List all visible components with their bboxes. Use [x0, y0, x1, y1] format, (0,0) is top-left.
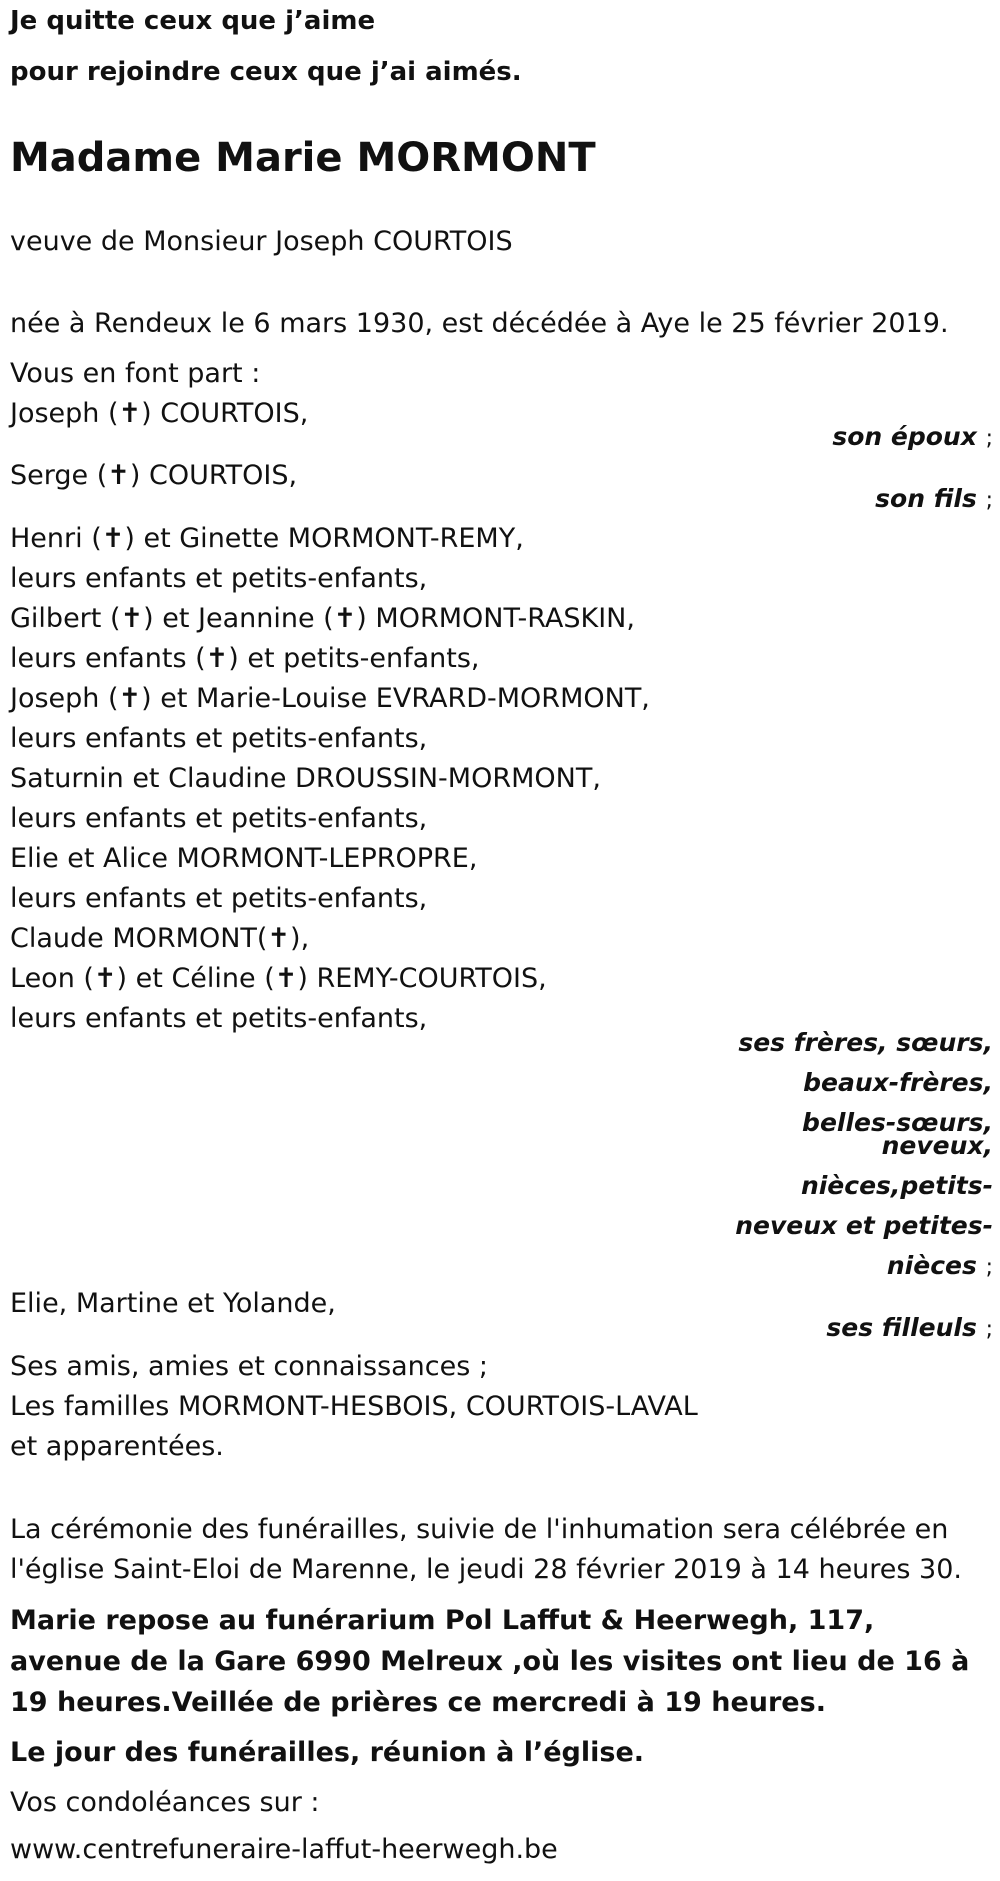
family-line: Serge (✝) COURTOIS, [10, 460, 298, 491]
relation-godchildren-label: ses filleuls [826, 1313, 977, 1342]
separator: ; [985, 1317, 993, 1342]
family-line: Joseph (✝) COURTOIS, [10, 398, 309, 429]
relation-siblings-end [887, 1251, 993, 1281]
relation-siblings: neveux, [881, 1131, 993, 1160]
quote-line-1: Je quitte ceux que j’aime [10, 6, 376, 36]
relation-son [875, 484, 993, 514]
family-line: Gilbert (✝) et Jeannine (✝) MORMONT-RASKIN, [10, 603, 635, 634]
relation-siblings: ses frères, sœurs, [738, 1028, 993, 1057]
family-line: et apparentées. [10, 1431, 224, 1462]
family-line: Ses amis, amies et connaissances ; [10, 1351, 488, 1382]
separator: ; [985, 426, 993, 451]
separator: ; [985, 1255, 993, 1280]
family-line: Claude MORMONT(✝), [10, 923, 310, 954]
family-line: Joseph (✝) et Marie-Louise EVRARD-MORMONT, [10, 683, 650, 714]
relation-spouse [832, 422, 993, 452]
relation-siblings: belles-sœurs, [802, 1108, 993, 1137]
website-link[interactable]: www.centrefuneraire-laffut-heerwegh.be [10, 1834, 558, 1865]
relation-siblings: beaux-frères, [803, 1068, 993, 1097]
family-line: leurs enfants et petits-enfants, [10, 723, 428, 754]
family-line: leurs enfants et petits-enfants, [10, 803, 428, 834]
family-line: Saturnin et Claudine DROUSSIN-MORMONT, [10, 763, 601, 794]
family-line: Henri (✝) et Ginette MORMONT-REMY, [10, 523, 524, 554]
birth-death: née à Rendeux le 6 mars 1930, est décédée à Aye le 25 février 2019. [10, 308, 949, 339]
family-line: leurs enfants (✝) et petits-enfants, [10, 643, 480, 674]
widow-of: veuve de Monsieur Joseph COURTOIS [10, 226, 513, 257]
meeting-text: Le jour des funérailles, réunion à l’église. [10, 1737, 645, 1768]
family-line: Leon (✝) et Céline (✝) REMY-COURTOIS, [10, 963, 547, 994]
separator: ; [985, 488, 993, 513]
condolences-label: Vos condoléances sur : [10, 1787, 320, 1818]
family-line: Elie, Martine et Yolande, [10, 1288, 336, 1319]
relation-siblings: nièces,petits- [800, 1171, 993, 1200]
family-line: leurs enfants et petits-enfants, [10, 1003, 428, 1034]
family-line: Elie et Alice MORMONT-LEPROPRE, [10, 843, 478, 874]
quote-line-2: pour rejoindre ceux que j’ai aimés. [10, 57, 522, 87]
relation-siblings-label: nièces [886, 1251, 977, 1280]
funerarium-text: Marie repose au funérarium Pol Laffut & Heerwegh, 117, avenue de la Gare 6990 Melreux ,où les visites ont lieu de 16 à 19 heures.Veillée de prières ce mercredi à 19 heures. [10, 1605, 970, 1718]
intro-text: Vous en font part : [10, 358, 261, 389]
family-line: leurs enfants et petits-enfants, [10, 883, 428, 914]
family-line: leurs enfants et petits-enfants, [10, 563, 428, 594]
relation-siblings: neveux et petites- [735, 1211, 993, 1240]
family-line: Les familles MORMONT-HESBOIS, COURTOIS-LAVAL [10, 1391, 698, 1422]
relation-godchildren [826, 1313, 993, 1343]
relation-spouse-label: son époux [832, 422, 977, 451]
ceremony-text: La cérémonie des funérailles, suivie de l'inhumation sera célébrée en l'église Saint-Eloi de Marenne, le jeudi 28 février 2019 à 14 heures 30. [10, 1514, 963, 1585]
relation-son-label: son fils [875, 484, 977, 513]
deceased-name: Madame Marie MORMONT [10, 135, 596, 181]
